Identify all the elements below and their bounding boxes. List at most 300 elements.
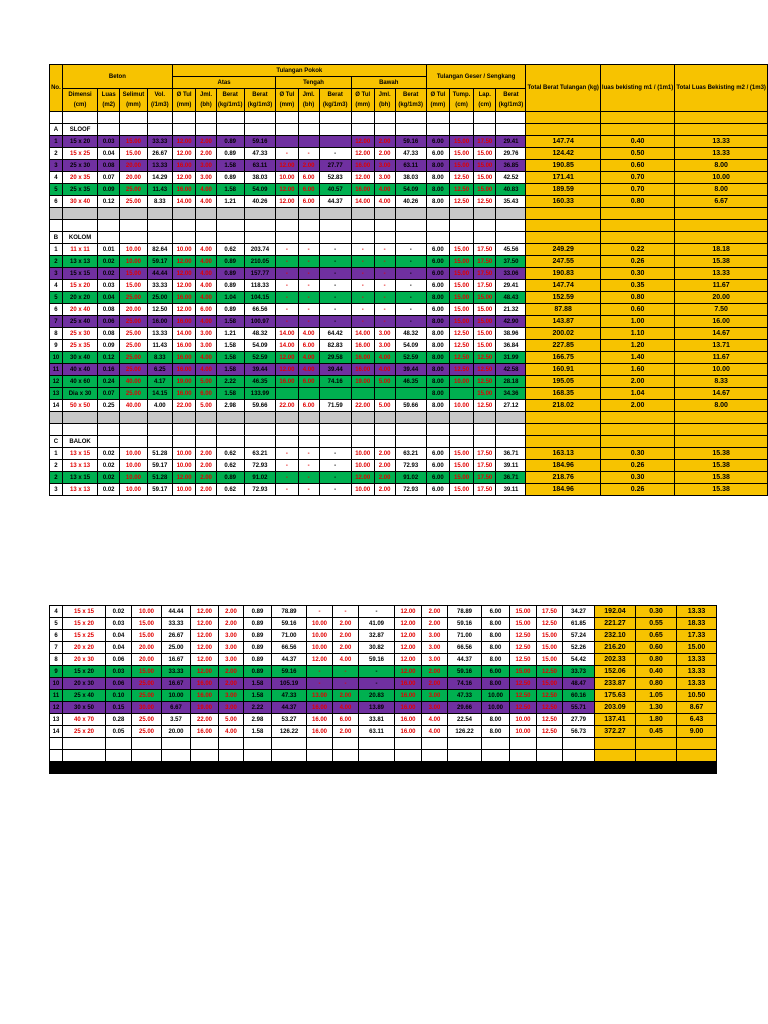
table-cell: [298, 388, 319, 400]
separator-cell: [426, 208, 449, 220]
table-cell: 12.50: [537, 726, 563, 738]
blank-cell: [374, 424, 395, 436]
table-cell: -: [351, 292, 374, 304]
table-cell: 4.00: [196, 256, 216, 268]
table-cell: 15 x 15: [62, 268, 97, 280]
table-cell: 8.00: [426, 184, 449, 196]
table-cell: 160.91: [526, 364, 600, 376]
table-cell: 10.00: [351, 448, 374, 460]
table-cell: 1.10: [600, 328, 674, 340]
table-row: [50, 244, 768, 256]
table-cell: 6.67: [162, 702, 191, 714]
table-cell: 0.02: [98, 460, 120, 472]
table-cell: 25 x 40: [63, 690, 106, 702]
table-cell: 3: [50, 268, 63, 280]
table-cell: 4: [50, 606, 63, 618]
separator-cell: [298, 412, 319, 424]
table-cell: 2.00: [333, 726, 359, 738]
table-cell: 20 x 35: [62, 172, 97, 184]
table-cell: 2.00: [422, 678, 448, 690]
table-cell: 9.00: [677, 726, 717, 738]
table-cell: 3: [50, 484, 63, 496]
table-row: [50, 292, 768, 304]
separator-cell: [474, 412, 496, 424]
table-cell: 12.50: [450, 364, 474, 376]
table-cell: -: [333, 606, 359, 618]
table-cell: 0.89: [216, 136, 244, 148]
table-cell: 16.00: [172, 160, 195, 172]
section-code: C: [50, 436, 63, 448]
table-cell: 0.24: [98, 376, 120, 388]
table-cell: 87.88: [526, 304, 600, 316]
table-cell: -: [298, 292, 319, 304]
table-cell: 15.00: [450, 268, 474, 280]
table-cell: 15.00: [450, 484, 474, 496]
blank-cell: [526, 232, 600, 244]
table-cell: 1.30: [636, 702, 677, 714]
header-luas-bekisting: luas bekisting m1 / (1m1): [600, 65, 674, 112]
table-cell: 11.67: [675, 352, 768, 364]
table-cell: 0.02: [98, 256, 120, 268]
table-cell: 3.00: [374, 160, 395, 172]
blank-cell: [450, 424, 474, 436]
table-cell: 195.05: [526, 376, 600, 388]
table-cell: 47.33: [448, 690, 482, 702]
table-cell: 42.52: [496, 172, 526, 184]
table-cell: 16.00: [172, 340, 195, 352]
table-cell: 190.85: [526, 160, 600, 172]
separator-cell: [172, 208, 195, 220]
table-cell: 16.00: [675, 316, 768, 328]
table-cell: 12.00: [172, 256, 195, 268]
table-cell: 4.00: [196, 280, 216, 292]
table-cell: 1.05: [636, 690, 677, 702]
table-cell: 0.03: [106, 666, 132, 678]
table-cell: -: [374, 244, 395, 256]
table-cell: 15.38: [675, 484, 768, 496]
table-cell: 15.00: [677, 642, 717, 654]
table-cell: 2.00: [422, 618, 448, 630]
table-cell: 171.41: [526, 172, 600, 184]
table-cell: 4.00: [298, 352, 319, 364]
table-cell: 0.89: [216, 256, 244, 268]
table-cell: 5.00: [374, 376, 395, 388]
table-cell: 12.50: [510, 642, 537, 654]
blank-cell: [351, 112, 374, 124]
table-cell: 63.11: [244, 160, 276, 172]
table-cell: 6.43: [677, 714, 717, 726]
table-row: [50, 678, 717, 690]
blank-cell: [120, 112, 148, 124]
blank-cell: [319, 220, 351, 232]
blank-cell: [319, 112, 351, 124]
blank-cell: [106, 750, 132, 762]
table-cell: 6.00: [196, 388, 216, 400]
table-cell: 63.21: [395, 448, 426, 460]
table-cell: 46.35: [395, 376, 426, 388]
table-cell: 15 x 20: [62, 136, 97, 148]
table-cell: 1: [50, 244, 63, 256]
blank-cell: [50, 750, 63, 762]
blank-cell: [395, 750, 422, 762]
table-cell: 8.00: [426, 400, 449, 412]
table-cell: 0.35: [600, 280, 674, 292]
table-cell: 2.00: [219, 606, 244, 618]
table-cell: 29.76: [496, 148, 526, 160]
table-cell: 12.00: [395, 618, 422, 630]
table-cell: 16.00: [351, 340, 374, 352]
blank-cell: [276, 232, 298, 244]
table-cell: 0.62: [216, 244, 244, 256]
blank-cell: [510, 738, 537, 750]
table-cell: 12.00: [191, 606, 219, 618]
table-cell: 227.85: [526, 340, 600, 352]
table-cell: 152.06: [595, 666, 636, 678]
table-cell: 0.70: [600, 172, 674, 184]
table-cell: 5: [50, 184, 63, 196]
blank-cell: [474, 424, 496, 436]
blank-cell: [244, 750, 272, 762]
table-cell: 15.00: [537, 654, 563, 666]
table-cell: 6.00: [298, 184, 319, 196]
table-cell: 0.89: [216, 280, 244, 292]
blank-row: [50, 738, 717, 750]
table-cell: 52.83: [319, 172, 351, 184]
table-cell: 40 x 60: [62, 376, 97, 388]
table-cell: 42.58: [496, 364, 526, 376]
table-cell: 6: [50, 630, 63, 642]
table-cell: 15.00: [450, 292, 474, 304]
table-cell: 10: [50, 352, 63, 364]
table-cell: 1.21: [216, 328, 244, 340]
blank-cell: [98, 220, 120, 232]
table-cell: 13 x 13: [62, 484, 97, 496]
table-cell: -: [374, 256, 395, 268]
blank-cell: [450, 436, 474, 448]
table-cell: 15.00: [450, 448, 474, 460]
table-cell: 16.00: [172, 292, 195, 304]
table-cell: -: [319, 256, 351, 268]
blank-cell: [395, 112, 426, 124]
table-row: [50, 460, 768, 472]
table-cell: 4.00: [374, 364, 395, 376]
table-cell: 14.00: [351, 328, 374, 340]
blank-cell: [120, 232, 148, 244]
table-cell: 0.80: [636, 678, 677, 690]
table-cell: 147.74: [526, 136, 600, 148]
blank-cell: [216, 124, 244, 136]
table-cell: 0.28: [106, 714, 132, 726]
table-cell: 25 x 30: [62, 160, 97, 172]
table-cell: 25.00: [120, 196, 148, 208]
table-cell: 6.00: [298, 376, 319, 388]
table-cell: 3.00: [219, 630, 244, 642]
table-cell: -: [374, 292, 395, 304]
table-cell: 15.00: [120, 280, 148, 292]
table-cell: 22.00: [351, 400, 374, 412]
table-cell: 15.00: [474, 340, 496, 352]
table-cell: 50 x 50: [62, 400, 97, 412]
blank-cell: [636, 750, 677, 762]
blank-cell: [526, 124, 600, 136]
separator-cell: [319, 412, 351, 424]
blank-cell: [132, 750, 162, 762]
table-cell: -: [276, 316, 298, 328]
table-cell: 91.02: [395, 472, 426, 484]
table-cell: 12.50: [474, 196, 496, 208]
separator-cell: [395, 208, 426, 220]
blank-cell: [395, 220, 426, 232]
table-cell: 3.00: [219, 702, 244, 714]
blank-cell: [450, 112, 474, 124]
table-cell: 17.50: [474, 268, 496, 280]
table-cell: 44.37: [448, 654, 482, 666]
table-cell: 8.00: [482, 642, 510, 654]
table-cell: 44.37: [272, 654, 307, 666]
table-cell: 4.00: [333, 654, 359, 666]
table-cell: 40 x 70: [63, 714, 106, 726]
table-cell: 3.00: [219, 654, 244, 666]
table-cell: 0.89: [216, 148, 244, 160]
blank-cell: [426, 124, 449, 136]
table-cell: -: [307, 678, 333, 690]
table-cell: 59.17: [147, 484, 172, 496]
table-cell: 10.00: [120, 484, 148, 496]
blank-cell: [50, 112, 63, 124]
table-cell: 15.00: [120, 148, 148, 160]
table-cell: 39.11: [496, 460, 526, 472]
table-cell: 44.44: [147, 268, 172, 280]
table-cell: 39.11: [496, 484, 526, 496]
table-cell: 15 x 25: [63, 630, 106, 642]
table-cell: 15.00: [537, 630, 563, 642]
blank-cell: [298, 436, 319, 448]
table-cell: 12.50: [474, 376, 496, 388]
separator-cell: [351, 208, 374, 220]
table-cell: 2.00: [219, 678, 244, 690]
blank-cell: [675, 232, 768, 244]
table-cell: 152.59: [526, 292, 600, 304]
table-cell: 25.00: [120, 388, 148, 400]
table-cell: 5.00: [196, 400, 216, 412]
table-cell: 8.00: [675, 184, 768, 196]
table-cell: 0.62: [216, 460, 244, 472]
table-cell: 16.00: [395, 714, 422, 726]
table-cell: 63.21: [244, 448, 276, 460]
table-cell: 1: [50, 136, 63, 148]
table-cell: 29.66: [448, 702, 482, 714]
table-cell: 8.00: [426, 352, 449, 364]
blank-cell: [600, 124, 674, 136]
table-row: [50, 184, 768, 196]
table-cell: 13: [50, 388, 63, 400]
table-cell: 16.00: [172, 388, 195, 400]
table-cell: 12.50: [450, 184, 474, 196]
table-cell: 27.79: [563, 714, 595, 726]
table-cell: 4.00: [196, 352, 216, 364]
table-cell: 16.00: [395, 678, 422, 690]
blank-row: [50, 424, 768, 436]
table-cell: 6.00: [426, 484, 449, 496]
table-cell: 35.43: [496, 196, 526, 208]
separator-cell: [62, 412, 97, 424]
blank-cell: [374, 436, 395, 448]
table-cell: 15 x 20: [63, 666, 106, 678]
table-cell: 12.00: [191, 666, 219, 678]
table-cell: 59.66: [244, 400, 276, 412]
table-cell: -: [374, 316, 395, 328]
table-cell: 16.00: [307, 726, 333, 738]
table-cell: 8.00: [426, 316, 449, 328]
table-cell: 10.00: [510, 714, 537, 726]
table-cell: 5.00: [219, 714, 244, 726]
table-cell: -: [276, 268, 298, 280]
table-cell: 2.00: [422, 606, 448, 618]
blank-cell: [333, 738, 359, 750]
table-cell: 7: [50, 316, 63, 328]
table-row: [50, 654, 717, 666]
blank-cell: [426, 232, 449, 244]
table-cell: 25.00: [132, 678, 162, 690]
table-cell: 2.00: [374, 484, 395, 496]
table-cell: 39.44: [244, 364, 276, 376]
table-cell: -: [374, 304, 395, 316]
table-cell: 203.74: [244, 244, 276, 256]
table-cell: 14.00: [172, 196, 195, 208]
separator-row: [50, 208, 768, 220]
blank-cell: [219, 738, 244, 750]
table-cell: 66.56: [448, 642, 482, 654]
table-cell: 15.00: [474, 172, 496, 184]
blank-cell: [510, 750, 537, 762]
table-cell: [276, 388, 298, 400]
blank-cell: [298, 220, 319, 232]
table-cell: 100.97: [244, 316, 276, 328]
table-cell: 249.29: [526, 244, 600, 256]
blank-cell: [526, 112, 600, 124]
table-cell: 4.00: [422, 726, 448, 738]
table-cell: 1.58: [216, 364, 244, 376]
table-cell: 8.67: [677, 702, 717, 714]
table-cell: 2.00: [333, 642, 359, 654]
column-header: Ø Tul (mm): [276, 89, 298, 112]
table-cell: 52.26: [563, 642, 595, 654]
table-cell: 157.77: [244, 268, 276, 280]
blank-cell: [600, 220, 674, 232]
blank-cell: [172, 232, 195, 244]
table-cell: 16.00: [147, 316, 172, 328]
table-cell: -: [319, 268, 351, 280]
table-cell: 8: [50, 654, 63, 666]
footer-cell: [50, 762, 717, 774]
blank-cell: [675, 424, 768, 436]
table-cell: 0.03: [98, 280, 120, 292]
table-cell: 12.50: [510, 678, 537, 690]
table-cell: 17.50: [474, 244, 496, 256]
table-cell: 6.00: [298, 400, 319, 412]
table-cell: 2: [50, 472, 63, 484]
table-cell: 14.29: [147, 172, 172, 184]
table-cell: 6.00: [426, 244, 449, 256]
table-cell: 1: [50, 448, 63, 460]
table-cell: 15 x 25: [62, 148, 97, 160]
blank-cell: [675, 436, 768, 448]
section-code: B: [50, 232, 63, 244]
column-header: Berat (kg/1m1): [216, 89, 244, 112]
table-cell: 0.08: [98, 160, 120, 172]
table-cell: 2.00: [600, 400, 674, 412]
table-cell: -: [276, 244, 298, 256]
blank-cell: [677, 750, 717, 762]
table-cell: 14.00: [276, 340, 298, 352]
table-cell: -: [276, 460, 298, 472]
table-cell: 3.00: [196, 340, 216, 352]
table-cell: 6.00: [298, 340, 319, 352]
table-cell: -: [298, 280, 319, 292]
table-cell: 10.00: [307, 642, 333, 654]
blank-cell: [216, 220, 244, 232]
table-cell: 2.00: [196, 472, 216, 484]
blank-cell: [147, 232, 172, 244]
table-cell: 0.89: [244, 630, 272, 642]
separator-cell: [244, 208, 276, 220]
blank-cell: [98, 124, 120, 136]
table-cell: 16.00: [395, 726, 422, 738]
table-cell: 7: [50, 642, 63, 654]
table-cell: -: [319, 448, 351, 460]
table-cell: 2.98: [216, 400, 244, 412]
table-cell: 56.73: [563, 726, 595, 738]
table-row: [50, 340, 768, 352]
table-cell: 0.03: [106, 618, 132, 630]
table-cell: 13 x 13: [62, 460, 97, 472]
rebar-calculation-table: [49, 64, 768, 496]
blank-cell: [600, 436, 674, 448]
table-cell: 15.38: [675, 256, 768, 268]
table-cell: 0.60: [600, 160, 674, 172]
table-cell: 12.00: [276, 364, 298, 376]
table-cell: 12.00: [172, 304, 195, 316]
blank-cell: [526, 220, 600, 232]
table-cell: 27.12: [496, 400, 526, 412]
table-cell: 4.00: [196, 268, 216, 280]
table-cell: 47.33: [395, 148, 426, 160]
table-row: [50, 472, 768, 484]
table-cell: 0.06: [98, 316, 120, 328]
table-cell: 104.15: [244, 292, 276, 304]
blank-cell: [563, 750, 595, 762]
blank-cell: [474, 112, 496, 124]
blank-cell: [395, 738, 422, 750]
separator-cell: [196, 208, 216, 220]
table-cell: 0.03: [98, 136, 120, 148]
table-row: [50, 690, 717, 702]
table-cell: 184.96: [526, 460, 600, 472]
table-cell: -: [359, 606, 395, 618]
table-cell: 40.26: [244, 196, 276, 208]
separator-row: [50, 412, 768, 424]
blank-cell: [162, 738, 191, 750]
table-cell: 59.16: [244, 136, 276, 148]
table-cell: 6: [50, 196, 63, 208]
table-cell: 6.00: [426, 304, 449, 316]
blank-cell: [216, 112, 244, 124]
table-cell: 3.00: [422, 690, 448, 702]
table-cell: 6.25: [147, 364, 172, 376]
table-cell: 12.50: [474, 352, 496, 364]
separator-cell: [98, 208, 120, 220]
table-cell: 10.00: [120, 256, 148, 268]
